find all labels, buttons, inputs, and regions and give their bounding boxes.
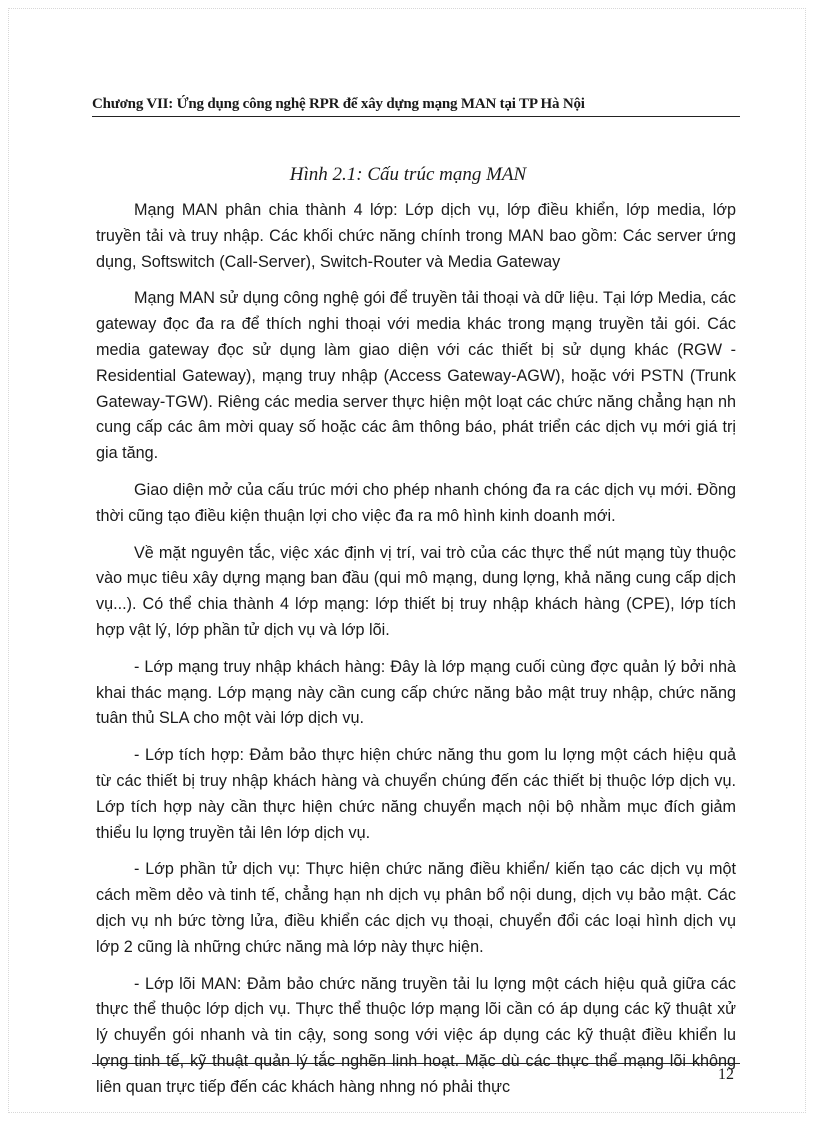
- paragraph: - Lớp mạng truy nhập khách hàng: Đây là lớp mạng cuối cùng đợc quản lý bởi nhà khai thác mạng. Lớp mạng này cần cung cấp chức năng bảo mật truy nhập, chức năng tuân thủ SLA cho một vài lớp dịch vụ.: [96, 657, 736, 728]
- figure-caption: Hình 2.1: Cấu trúc mạng MAN: [289, 164, 527, 185]
- paragraph: Mạng MAN sử dụng công nghệ gói để truyền tải thoại và dữ liệu. Tại lớp Media, các gateway đọc đa ra để thích nghi thoại với media khác trong mạng truyền tải gói. Các media gateway đọc sử dụng làm giao diện với các thiết bị sử dụng khác (RGW - Residential Gateway), mạng truy nhập (Access Gateway-AGW), hoặc với PSTN (Trunk Gateway-TGW). Riêng các media server thực hiện một loạt các chức năng chẳng hạn nh cung cấp các âm mời quay số hoặc các âm thông báo, phát triển các dịch vụ mới giá trị gia tăng.: [96, 289, 736, 463]
- footer-rule: [92, 1063, 740, 1064]
- paragraph: Về mặt nguyên tắc, việc xác định vị trí, vai trò của các thực thể nút mạng tùy thuộc vào mục tiêu xây dựng mạng ban đầu (qui mô mạng, dung lợng, khả năng cung cấp dịch vụ...). Có thể chia thành 4 lớp mạng: lớp thiết bị truy nhập khách hàng (CPE), lớp tích hợp vật lý, lớp phần tử dịch vụ và lớp lõi.: [96, 543, 736, 639]
- body-text: [96, 198, 736, 1112]
- paragraph: Giao diện mở của cấu trúc mới cho phép nhanh chóng đa ra các dịch vụ mới. Đồng thời cũng tạo điều kiện thuận lợi cho việc đa ra mô hình kinh doanh mới.: [96, 480, 736, 525]
- page-number: 12: [718, 1066, 734, 1083]
- paragraph: - Lớp tích hợp: Đảm bảo thực hiện chức năng thu gom lu lợng một cách hiệu quả từ các thiết bị truy nhập khách hàng và chuyển chúng đến các thiết bị thuộc lớp dịch vụ. Lớp tích hợp này cần thực hiện chức năng chuyển mạch nội bộ nhằm mục đích giảm thiểu lu lợng truyền tải lên lớp dịch vụ.: [96, 746, 736, 842]
- paragraph: - Lớp lõi MAN: Đảm bảo chức năng truyền tải lu lợng một cách hiệu quả giữa các thực thể thuộc lớp dịch vụ. Thực thể thuộc lớp mạng lõi cần có áp dụng các kỹ thuật xử lý chuyển gói nhanh và tin cậy, song song với việc áp dụng các kỹ thuật điều khiển lu lợng tinh tế, kỹ thuật quản lý tắc nghẽn linh hoạt. Mặc dù các thực thể mạng lõi không liên quan trực tiếp đến các khách hàng nhng nó phải thực: [96, 974, 736, 1096]
- chapter-header: Chương VII: Ứng dụng công nghệ RPR để xây dựng mạng MAN tại TP Hà Nội: [92, 96, 740, 117]
- paragraph: - Lớp phần tử dịch vụ: Thực hiện chức năng điều khiển/ kiến tạo các dịch vụ một cách mềm dẻo và tinh tế, chẳng hạn nh dịch vụ phân bổ nội dung, dịch vụ bảo mật. Các dịch vụ nh bức tờng lửa, điều khiển các dịch vụ thoại, chuyển đổi các loại hình dịch vụ lớp 2 cũng là những chức năng mà lớp này thực hiện.: [96, 860, 736, 956]
- paragraph: Mạng MAN phân chia thành 4 lớp: Lớp dịch vụ, lớp điều khiển, lớp media, lớp truyền tải và truy nhập. Các khối chức năng chính trong MAN bao gồm: Các server ứng dụng, Softswitch (Call-Server), Switch-Router và Media Gateway: [96, 201, 736, 271]
